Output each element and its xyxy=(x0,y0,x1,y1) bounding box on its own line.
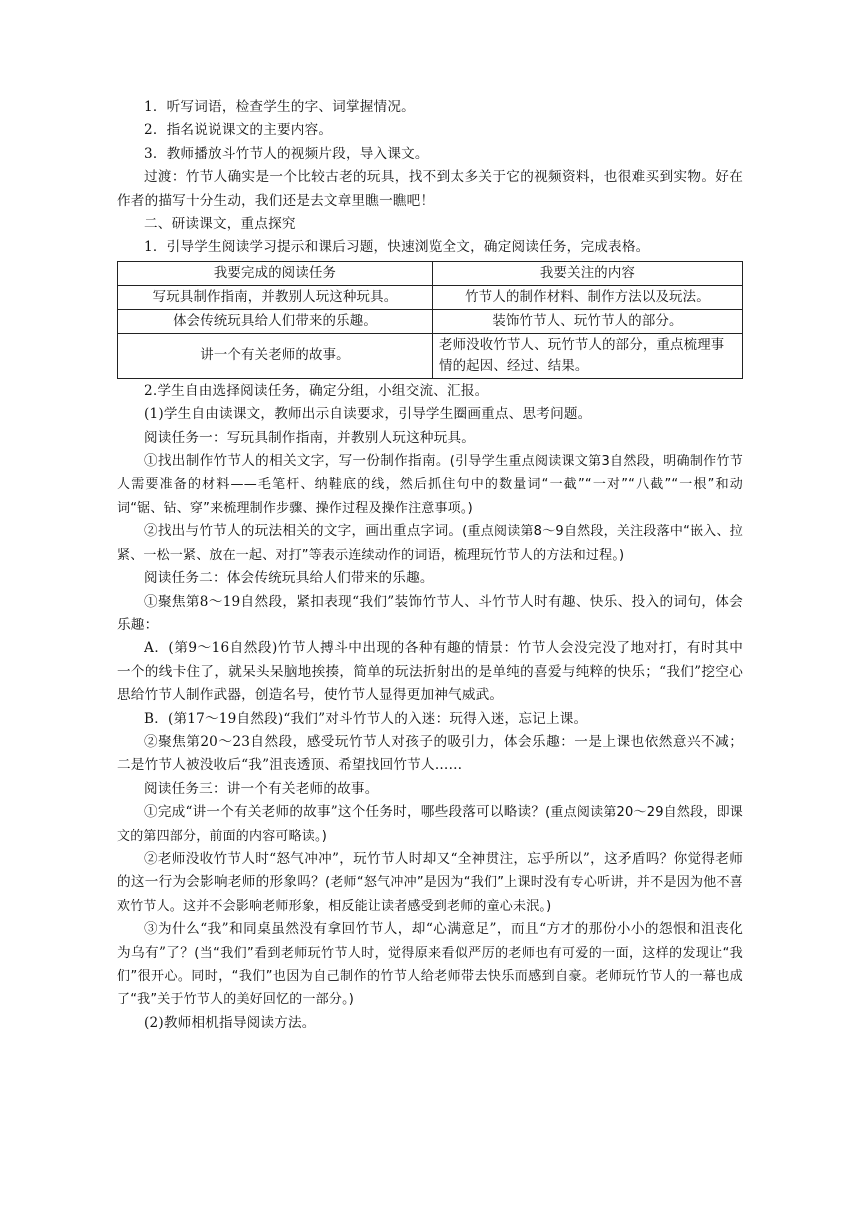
paragraph xyxy=(117,918,743,1012)
table-header-row xyxy=(118,261,743,285)
question-text: ②老师没收竹节人时“怒气冲冲”，玩竹节人时却又“全神贯注，忘乎所以”，这矛盾吗？你觉得老师的这一行为会影响老师的形象吗？ xyxy=(117,850,743,891)
question-text: ②找出与竹节人的玩法相关的文字，画出重点字词。 xyxy=(144,523,463,540)
paragraph xyxy=(117,520,743,567)
paragraph: 阅读任务二：体会传统玩具给人们带来的乐趣。 xyxy=(144,570,434,587)
table-cell: 讲一个有关老师的故事。 xyxy=(118,333,433,378)
paragraph xyxy=(117,848,743,918)
section-heading: 二、研读课文，重点探究 xyxy=(144,216,296,233)
table-row xyxy=(118,309,743,333)
table-cell: 写玩具制作指南，并教别人玩这种玩具。 xyxy=(118,285,433,309)
teaching-note: (重点阅读第20～29自然段，即课文的第四部分，前面的内容可略读。) xyxy=(117,805,743,844)
teaching-note: (当“我们”看到老师玩竹节人时，觉得原来看似严厉的老师也有可爱的一面，这样的发现让“我们”很开心。同时，“我们”也因为自己制作的竹节人给老师带去快乐而感到自豪。老师玩竹节人的一幕也成了“我”关于竹节人的美好回忆的一部分。) xyxy=(117,945,743,1008)
paragraph: 2．指名说说课文的主要内容。 xyxy=(144,122,333,139)
teaching-note: (引导学生重点阅读课文第3自然段，明确制作竹节人需要准备的材料——毛笔杆、纳鞋底的线，然后抓住句中的数量词“一截”“一对”“八截”“一根”和动词“锯、钻、穿”来梳理制作步骤、操作过程及操作注意事项。) xyxy=(117,454,743,516)
paragraph: ②聚焦第20～23自然段，感受玩竹节人对孩子的吸引力，体会乐趣：一是上课也依然意兴不减；二是竹节人被没收后“我”沮丧透顶、希望找回竹节人…… xyxy=(117,733,743,774)
table-header: 我要完成的阅读任务 xyxy=(118,261,433,285)
paragraph xyxy=(117,801,743,848)
paragraph: 阅读任务三：讲一个有关老师的故事。 xyxy=(144,780,379,797)
table-cell: 体会传统玩具给人们带来的乐趣。 xyxy=(118,309,433,333)
paragraph xyxy=(117,450,743,520)
paragraph: ①聚焦第8～19自然段，紧扣表现“我们”装饰竹节人、斗竹节人时有趣、快乐、投入的词句，体会乐趣： xyxy=(117,593,743,633)
paragraph: A．(第9～16自然段)竹节人搏斗中出现的各种有趣的情景：竹节人会没完没了地对打，有时其中一个的线卡住了，就呆头呆脑地挨揍，简单的玩法折射出的是单纯的喜爱与纯粹的快乐；“我们”挖空心思给竹节人制作武器，创造名号，使竹节人显得更加神气威武。 xyxy=(117,640,743,704)
paragraph: 1．听写词语，检查学生的字、词掌握情况。 xyxy=(144,99,415,115)
document-page xyxy=(117,96,743,1035)
question-text: ③为什么“我”和同桌虽然没有拿回竹节人，却“心满意足”，而且“方才的那份小小的怨恨和沮丧化为乌有”了？ xyxy=(117,921,743,961)
table-cell: 老师没收竹节人、玩竹节人的部分，重点梳理事情的起因、经过、结果。 xyxy=(433,333,743,378)
paragraph: B．(第17～19自然段)“我们”对斗竹节人的入迷：玩得入迷，忘记上课。 xyxy=(144,710,588,727)
table-header: 我要关注的内容 xyxy=(433,261,743,285)
teaching-note: (重点阅读第8～9自然段，关注段落中“嵌入、拉紧、一松一紧、放在一起、对打”等表示连续动作的词语，梳理玩竹节人的方法和过程。) xyxy=(117,524,743,563)
paragraph: 1．引导学生阅读学习提示和课后习题，快速浏览全文，确定阅读任务，完成表格。 xyxy=(144,239,650,256)
reading-task-table xyxy=(117,261,743,379)
paragraph: 过渡：竹节人确实是一个比较古老的玩具，找不到太多关于它的视频资料，也很难买到实物。好在作者的描写十分生动，我们还是去文章里瞧一瞧吧！ xyxy=(117,169,743,209)
question-text: ①找出制作竹节人的相关文字，写一份制作指南。 xyxy=(144,453,450,470)
paragraph: 3．教师播放斗竹节人的视频片段，导入课文。 xyxy=(144,145,429,162)
table-row xyxy=(118,333,743,378)
paragraph: 阅读任务一：写玩具制作指南，并教别人玩这种玩具。 xyxy=(144,429,476,446)
paragraph: 2.学生自由选择阅读任务，确定分组，小组交流、汇报。 xyxy=(144,382,489,399)
teaching-note: (老师“怒气冲冲”是因为“我们”上课时没有专心听讲，并不是因为他不喜欢竹节人。这并不会影响老师形象，相反能让读者感受到老师的童心未泯。) xyxy=(117,875,744,914)
question-text: ①完成“讲一个有关老师的故事”这个任务时，哪些段落可以略读？ xyxy=(144,804,546,821)
paragraph: (2)教师相机指导阅读方法。 xyxy=(144,1014,316,1031)
table-cell: 竹节人的制作材料、制作方法以及玩法。 xyxy=(433,285,743,309)
paragraph: (1)学生自由读课文，教师出示自读要求，引导学生圈画重点、思考问题。 xyxy=(144,406,592,423)
table-row xyxy=(118,285,743,309)
table-cell: 装饰竹节人、玩竹节人的部分。 xyxy=(433,309,743,333)
